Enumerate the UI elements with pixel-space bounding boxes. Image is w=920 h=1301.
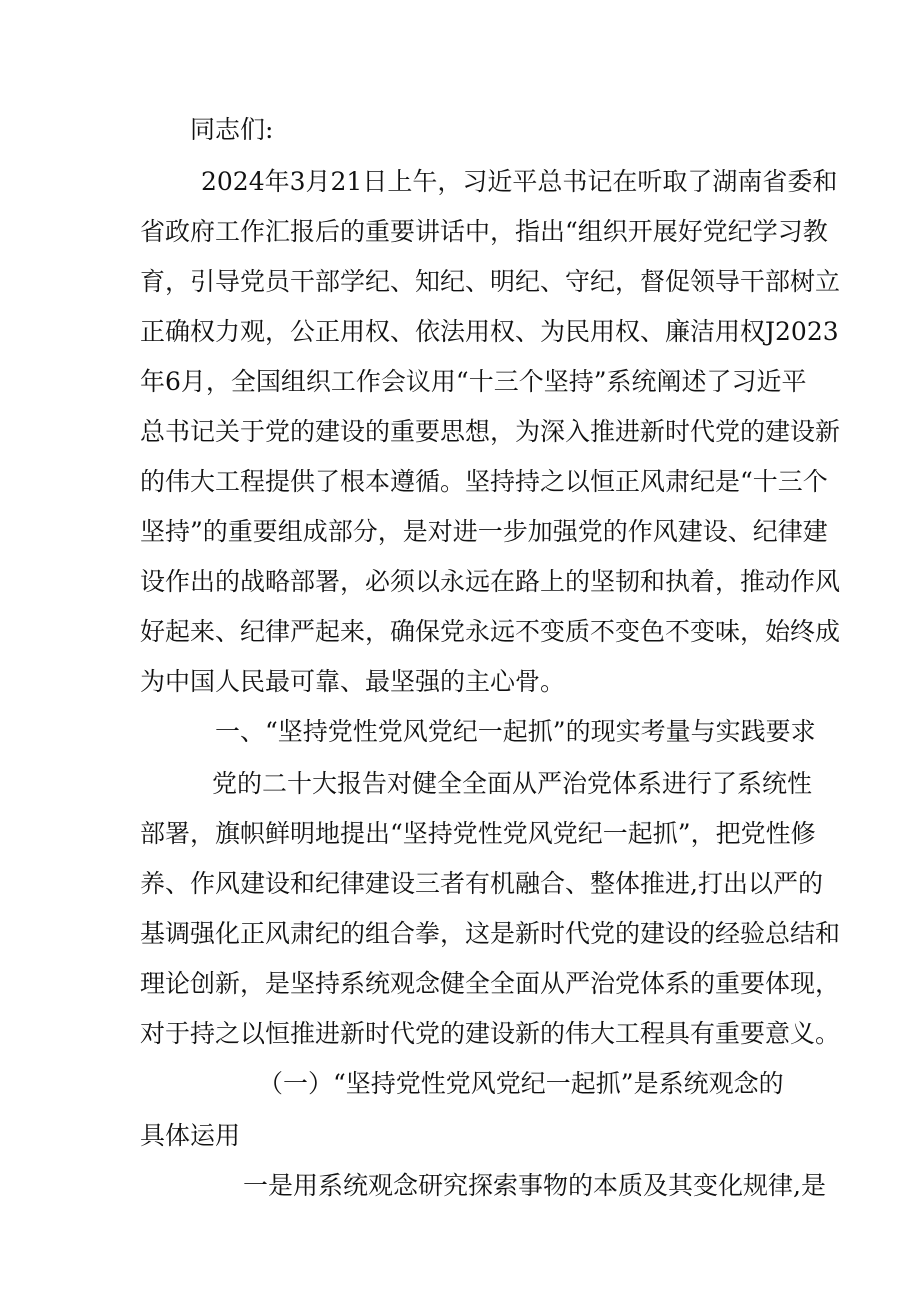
- paragraph-1-line-8: 坚持”的重要组成部分，是对进一步加强党的作风建设、纪律建: [140, 517, 828, 546]
- paragraph-2-line-6: 对于持之以恒推进新时代党的建设新的伟大工程具有重要意义。: [140, 1019, 841, 1048]
- paragraph-1-line-11: 为中国人民最可靠、最坚强的主心骨。: [140, 667, 566, 696]
- paragraph-2-line-5: 理论创新，是坚持系统观念健全全面从严治党体系的重要体现，: [140, 969, 841, 998]
- paragraph-2-line-1: 党的二十大报告对健全全面从严治党体系进行了系统性: [212, 769, 813, 798]
- subsection-heading-line-1: （一）“坚持党性党风党纪一起抓”是系统观念的: [258, 1069, 784, 1098]
- subsection-heading-line-2: 具体运用: [140, 1121, 241, 1150]
- paragraph-1-line-3: 育，引导党员干部学纪、知纪、明纪、守纪，督促领导干部树立: [140, 267, 841, 296]
- paragraph-1-line-10: 好起来、纪律严起来，确保党永远不变质不变色不变味，始终成: [140, 617, 841, 646]
- paragraph-1-line-9: 设作出的战略部署，必须以永远在路上的坚韧和执着，推动作风: [140, 567, 841, 596]
- paragraph-2-line-4: 基调强化正风肃纪的组合拳，这是新时代党的建设的经验总结和: [140, 919, 841, 948]
- paragraph-1-line-6: 总书记关于党的建设的重要思想，为深入推进新时代党的建设新: [140, 417, 841, 446]
- section-heading-1: 一、“坚持党性党风党纪一起抓”的现实考量与实践要求: [215, 717, 816, 746]
- paragraph-1-line-7: 的伟大工程提供了根本遵循。坚持持之以恒正风肃纪是“十三个: [140, 467, 828, 496]
- paragraph-1-line-1: 2024年3月21日上午，习近平总书记在听取了湖南省委和: [201, 167, 838, 196]
- paragraph-2-line-3: 养、作风建设和纪律建设三者有机融合、整体推进,打出以严的: [140, 869, 823, 898]
- paragraph-1-line-2: 省政府工作汇报后的重要讲话中，指出“组织开展好党纪学习教: [140, 217, 828, 246]
- paragraph-1-line-5: 年6月，全国组织工作会议用“十三个坚持”系统阐述了习近平: [140, 367, 807, 396]
- paragraph-3-line-1: 一是用系统观念研究探索事物的本质及其变化规律,是: [243, 1171, 826, 1200]
- paragraph-2-line-2: 部署，旗帜鲜明地提出“坚持党性党风党纪一起抓”，把党性修: [140, 819, 816, 848]
- paragraph-1-line-4: 正确权力观，公正用权、依法用权、为民用权、廉洁用权J2023: [140, 317, 839, 346]
- salutation: 同志们:: [190, 115, 274, 144]
